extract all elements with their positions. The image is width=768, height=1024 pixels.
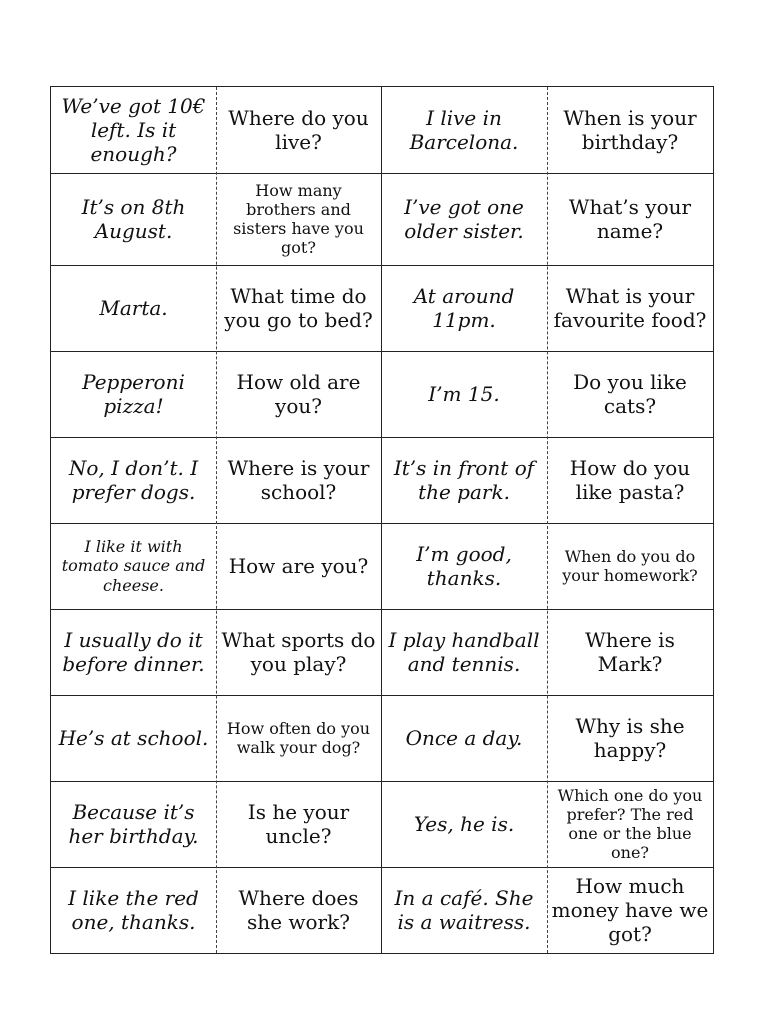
answer-card-r9-c1: Because it’s her birthday. (68, 800, 199, 848)
question-card-r3-c4: What is your favourite food? (553, 284, 707, 332)
answer-card-r1-c1: We’ve got 10€ left. Is it enough? (61, 94, 206, 166)
answer-card-r4-c3: I’m 15. (428, 382, 500, 406)
question-card-r1-c4: When is your birthday? (563, 106, 697, 154)
row-divider (51, 609, 713, 610)
question-card-r7-c4: Where is Mark? (585, 628, 675, 676)
row-divider (51, 867, 713, 868)
question-card-r6-c4: When do you do your homework? (562, 546, 698, 585)
column-divider-dashed (547, 87, 548, 953)
answer-card-r8-c3: Once a day. (405, 726, 523, 750)
question-card-r2-c4: What’s your name? (568, 195, 692, 243)
row-divider (51, 265, 713, 266)
question-card-r4-c2: How old are you? (236, 370, 361, 418)
answer-card-r9-c3: Yes, he is. (413, 812, 515, 836)
question-card-r5-c4: How do you like pasta? (569, 456, 691, 504)
question-card-r8-c4: Why is she happy? (575, 714, 685, 762)
column-divider-dashed (216, 87, 217, 953)
question-card-r6-c2: How are you? (228, 554, 369, 578)
answer-card-r3-c1: Marta. (99, 296, 168, 320)
row-divider (51, 695, 713, 696)
card-grid (50, 86, 714, 954)
row-divider (51, 523, 713, 524)
answer-card-r7-c3: I play handball and tennis. (388, 628, 540, 676)
question-card-r10-c4: How much money have we got? (551, 874, 709, 946)
question-card-r1-c2: Where do you live? (228, 106, 369, 154)
row-divider (51, 173, 713, 174)
column-divider-solid (381, 87, 382, 953)
answer-card-r10-c3: In a café. She is a waitress. (394, 886, 534, 934)
answer-card-r6-c1: I like it with tomato sauce and cheese. (61, 537, 206, 595)
answer-card-r7-c1: I usually do it before dinner. (62, 628, 205, 676)
answer-card-r1-c3: I live in Barcelona. (409, 106, 519, 154)
answer-card-r8-c1: He’s at school. (58, 726, 209, 750)
question-card-r10-c2: Where does she work? (238, 886, 359, 934)
row-divider (51, 781, 713, 782)
answer-card-r5-c3: It’s in front of the park. (393, 456, 535, 504)
answer-card-r5-c1: No, I don’t. I prefer dogs. (68, 456, 199, 504)
question-card-r4-c4: Do you like cats? (573, 370, 687, 418)
question-card-r7-c2: What sports do you play? (221, 628, 376, 676)
question-card-r9-c4: Which one do you prefer? The red one or the blue one? (557, 785, 703, 863)
row-divider (51, 351, 713, 352)
question-card-r8-c2: How often do you walk your dog? (226, 718, 371, 757)
answer-card-r10-c1: I like the red one, thanks. (68, 886, 199, 934)
question-card-r5-c2: Where is your school? (227, 456, 370, 504)
answer-card-r4-c1: Pepperoni pizza! (82, 370, 185, 418)
answer-card-r6-c3: I’m good, thanks. (416, 542, 512, 590)
question-card-r2-c2: How many brothers and sisters have you got? (233, 180, 364, 258)
answer-card-r2-c1: It’s on 8th August. (81, 195, 186, 243)
question-card-r9-c2: Is he your uncle? (247, 800, 350, 848)
answer-card-r3-c3: At around 11pm. (413, 284, 515, 332)
answer-card-r2-c3: I’ve got one older sister. (404, 195, 524, 243)
row-divider (51, 437, 713, 438)
question-card-r3-c2: What time do you go to bed? (224, 284, 373, 332)
